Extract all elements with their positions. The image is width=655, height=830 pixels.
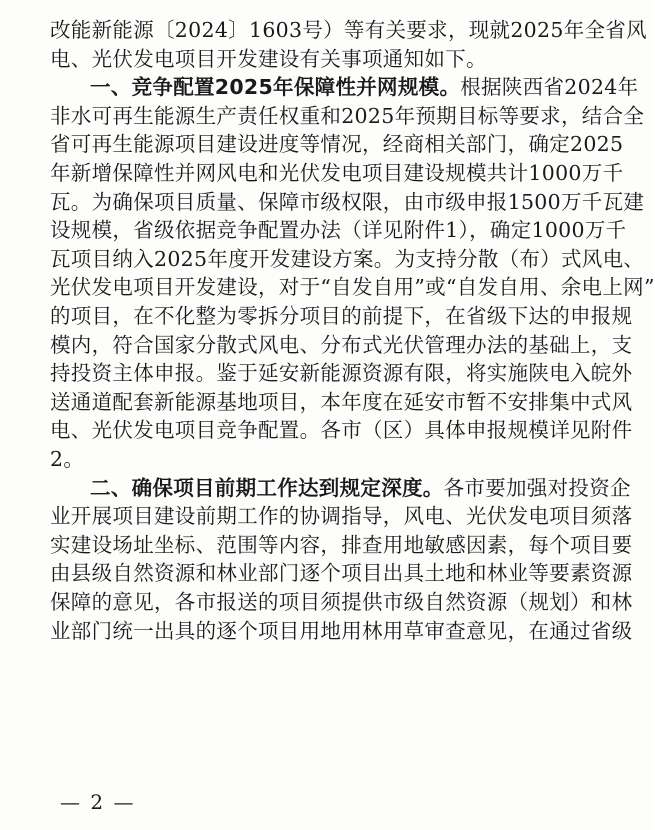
- text-line: 业开展项目建设前期工作的协调指导，风电、光伏发电项目须落: [50, 504, 633, 529]
- section-2-line: [90, 474, 631, 502]
- text-line: 电、光伏发电项目开发建设有关事项通知如下。: [50, 46, 487, 71]
- text-line: 持投资主体申报。鉴于延安新能源资源有限，将实施陕电入皖外: [50, 361, 633, 386]
- text-line: 实建设场址坐标、范围等内容，排查用地敏感因素，每个项目要: [50, 532, 633, 557]
- text-line: 非水可再生能源生产责任权重和2025年预期目标等要求，结合全: [50, 103, 645, 128]
- text-line: 光伏发电项目开发建设，对于“自发自用”或“自发自用、余电上网”: [50, 275, 655, 300]
- text-line: 送通道配套新能源基地项目，本年度在延安市暂不安排集中式风: [50, 389, 633, 414]
- text-line: 瓦项目纳入2025年度开发建设方案。为支持分散（布）式风电、: [50, 246, 645, 271]
- text-line: 省可再生能源项目建设进度等情况，经商相关部门，确定2025: [50, 132, 624, 157]
- section-1-heading: 一、竞争配置2025年保障性并网规模。: [90, 75, 461, 100]
- text-line: 年新增保障性并网风电和光伏发电项目建设规模共计1000万千: [50, 161, 624, 185]
- text-line: 2。: [50, 447, 85, 471]
- text-line: 的项目，在不化整为零拆分项目的前提下，在省级下达的申报规: [50, 304, 633, 328]
- text-line: 电、光伏发电项目竞争配置。各市（区）具体申报规模详见附件: [50, 418, 633, 443]
- text-line: 设规模，省级依据竞争配置办法（详见附件1），确定1000万千: [50, 218, 627, 243]
- section-2-lead-text: 各市要加强对投资企: [443, 475, 631, 500]
- text-line: 由县级自然资源和林业部门逐个项目出具土地和林业等要素资源: [50, 561, 633, 586]
- text-line: 保障的意见，各市报送的项目须提供市级自然资源（规划）和林: [50, 590, 633, 614]
- section-1-line: [90, 73, 639, 101]
- section-2-heading: 二、确保项目前期工作达到规定深度。: [90, 475, 444, 500]
- text-line: 业部门统一出具的逐个项目用地用林用草审查意见，在通过省级: [50, 618, 633, 643]
- page-number: — 2 —: [60, 790, 136, 814]
- text-line: 瓦。为确保项目质量、保障市级权限，由市级申报1500万千瓦建: [50, 189, 645, 214]
- text-line: 模内，符合国家分散式风电、分布式光伏管理办法的基础上，支: [50, 332, 633, 357]
- text-line: 改能新能源〔2024〕1603号）等有关要求，现就2025年全省风: [50, 18, 647, 42]
- section-1-lead-text: 根据陕西省2024年: [460, 75, 639, 100]
